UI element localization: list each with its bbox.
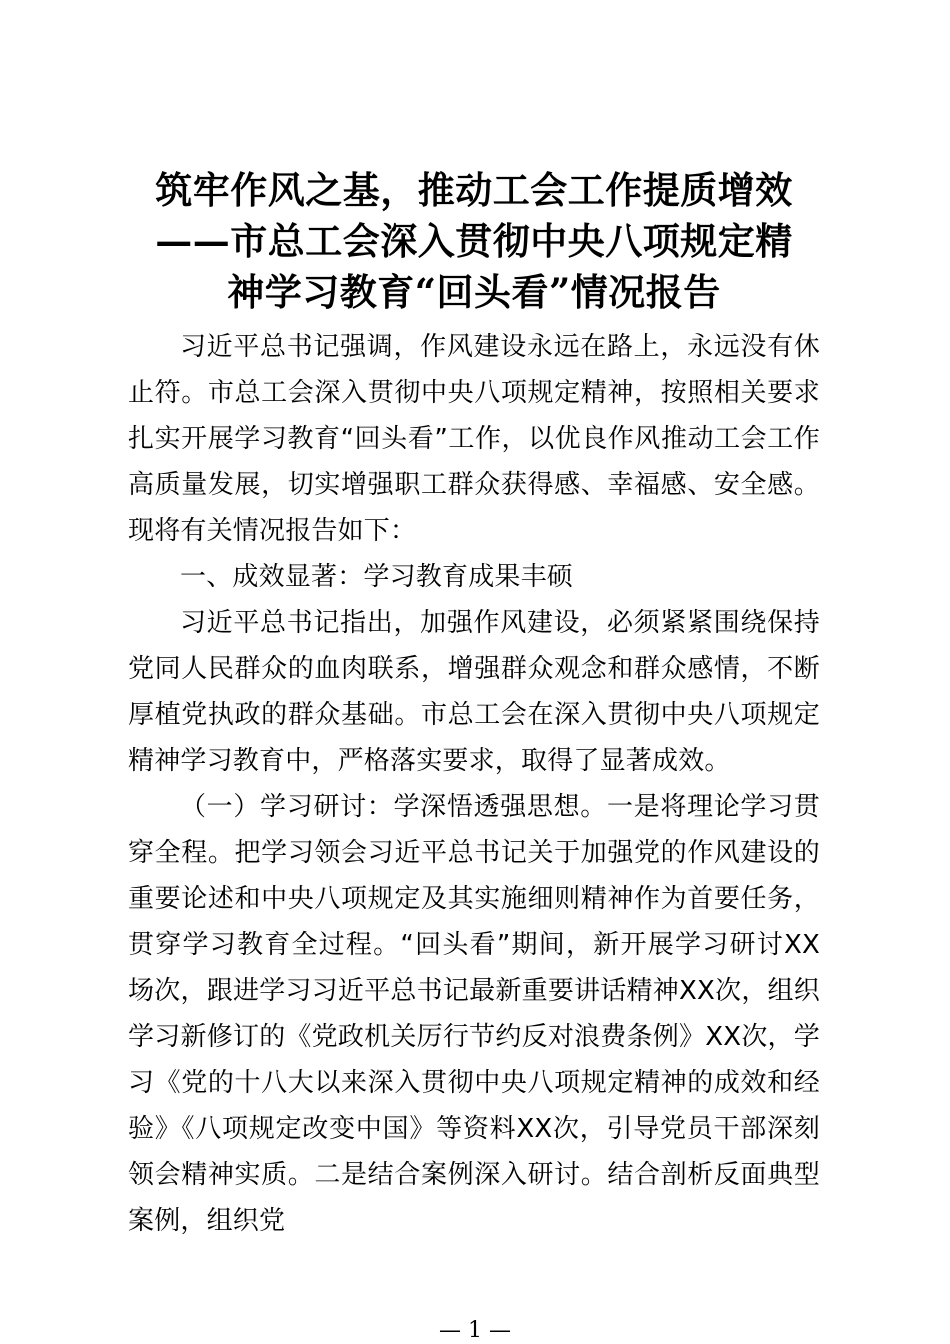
section-1-paragraph: 习近平总书记指出，加强作风建设，必须紧紧围绕保持党同人民群众的血肉联系，增强群众观念和群众感情，不断厚植党执政的群众基础。市总工会在深入贯彻中央八项规定精神学习教育中，严格落实要求，取得了显著成效。 [128, 608, 820, 776]
subsection-1-paragraph: （一）学习研讨：学深悟透强思想。一是将理论学习贯穿全程。把学习领会习近平总书记关于加强党的作风建设的重要论述和中央八项规定及其实施细则精神作为首要任务，贯穿学习教育全过程。“回头看”期间，新开展学习研讨XX场次，跟进学习习近平总书记最新重要讲话精神XX次，组织学习新修订的《党政机关厉行节约反对浪费条例》XX次，学习《党的十八大以来深入贯彻中央八项规定精神的成效和经验》《八项规定改变中国》等资料XX次，引导党员干部深刻领会精神实质。二是结合案例深入研讨。结合剖析反面典型案例，组织党 [128, 792, 820, 1236]
title-line-1: 筑牢作风之基，推动工会工作提质增效 [155, 168, 793, 212]
title-line-2: ——市总工会深入贯彻中央八项规定精 [155, 219, 793, 263]
document-page [128, 165, 820, 1244]
intro-paragraph: 习近平总书记强调，作风建设永远在路上，永远没有休止符。市总工会深入贯彻中央八项规定精神，按照相关要求扎实开展学习教育“回头看”工作，以优良作风推动工会工作高质量发展，切实增强职工群众获得感、幸福感、安全感。现将有关情况报告如下： [128, 332, 820, 546]
page-number: — 1 — [439, 1318, 511, 1343]
title-line-3: 神学习教育“回头看”情况报告 [227, 270, 721, 314]
document-title [128, 165, 820, 318]
document-body [128, 324, 820, 1244]
section-heading-1: 一、成效显著：学习教育成果丰硕 [180, 562, 574, 592]
